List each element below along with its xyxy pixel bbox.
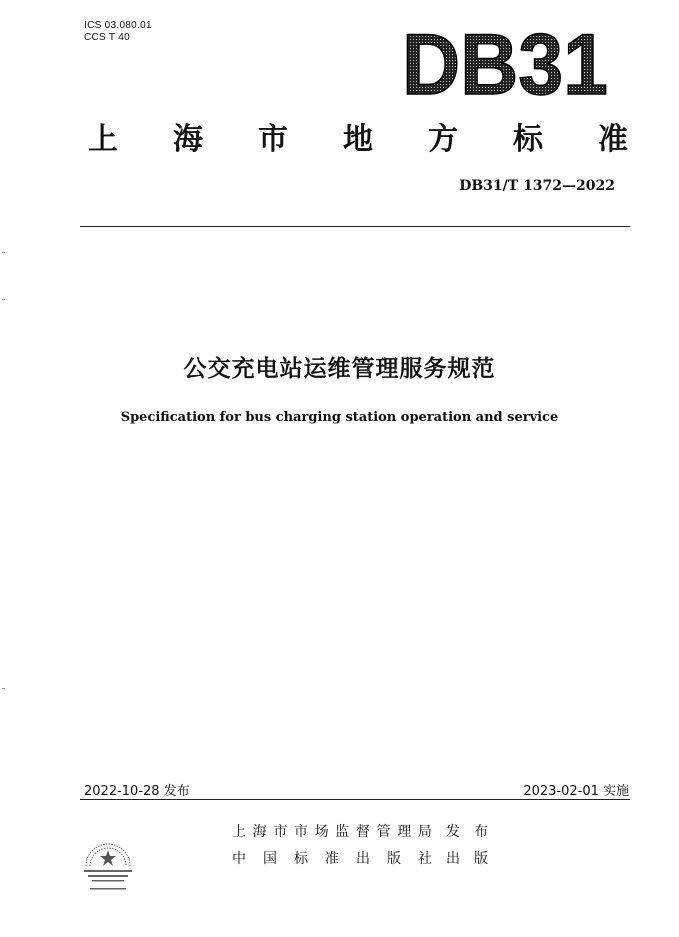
title-chinese: 公交充电站运维管理服务规范 xyxy=(183,356,496,382)
publisher-action-char: 出 xyxy=(446,851,460,867)
publisher-name-char: 出 xyxy=(356,851,370,867)
db31-logo xyxy=(400,26,610,100)
publisher-name-char: 理 xyxy=(397,824,412,840)
scan-mark xyxy=(2,688,5,689)
standard-type-char: 标 xyxy=(513,122,543,157)
scan-mark xyxy=(2,299,5,300)
publisher-line xyxy=(232,848,488,868)
scan-mark xyxy=(2,252,5,253)
publisher-name-char: 海 xyxy=(252,824,267,840)
official-seal xyxy=(76,836,140,900)
publisher-name-char: 中 xyxy=(232,851,246,867)
ccs-code: CCS T 40 xyxy=(84,32,130,43)
publisher-line xyxy=(232,821,488,841)
standard-type-char: 海 xyxy=(173,122,203,157)
publisher-action xyxy=(446,821,488,841)
publisher-name-char: 局 xyxy=(417,824,432,840)
publisher-name-char: 管 xyxy=(376,824,391,840)
publisher-name-char: 上 xyxy=(232,824,246,840)
standard-type xyxy=(88,114,628,158)
publisher-name-char: 准 xyxy=(325,851,339,867)
publisher-name-char: 市 xyxy=(273,824,288,840)
implementation-date: 2023-02-01 实施 xyxy=(523,784,629,799)
title-english: Specification for bus charging station operation and service xyxy=(120,410,559,425)
standard-type-char: 市 xyxy=(258,122,288,157)
publisher-name-char: 国 xyxy=(263,851,277,867)
publisher-name-char: 监 xyxy=(335,824,350,840)
publisher-action-char: 发 xyxy=(446,824,460,840)
publisher-action-char: 版 xyxy=(474,851,488,867)
publisher-name-char: 社 xyxy=(418,851,432,867)
standard-type-char: 准 xyxy=(598,122,628,157)
issue-date: 2022-10-28 发布 xyxy=(84,784,190,799)
standard-type-char: 上 xyxy=(88,122,118,157)
standard-type-char: 地 xyxy=(343,122,373,157)
standard-number: DB31/T 1372—2022 xyxy=(459,178,615,194)
db31-logo-text: DB31 xyxy=(402,26,608,100)
publisher-name-char: 场 xyxy=(314,824,329,840)
standard-type-char: 方 xyxy=(428,122,458,157)
top-divider xyxy=(80,226,630,227)
publisher-name xyxy=(232,848,432,868)
publisher-name-char: 督 xyxy=(355,824,370,840)
bottom-divider xyxy=(80,799,630,800)
publisher-name-char: 市 xyxy=(293,824,308,840)
publisher-action xyxy=(446,848,488,868)
publisher-action-char: 布 xyxy=(474,824,488,840)
publisher-name xyxy=(232,821,432,841)
ics-code: ICS 03.080.01 xyxy=(84,20,152,31)
publisher-name-char: 版 xyxy=(387,851,401,867)
publisher-name-char: 标 xyxy=(294,851,308,867)
